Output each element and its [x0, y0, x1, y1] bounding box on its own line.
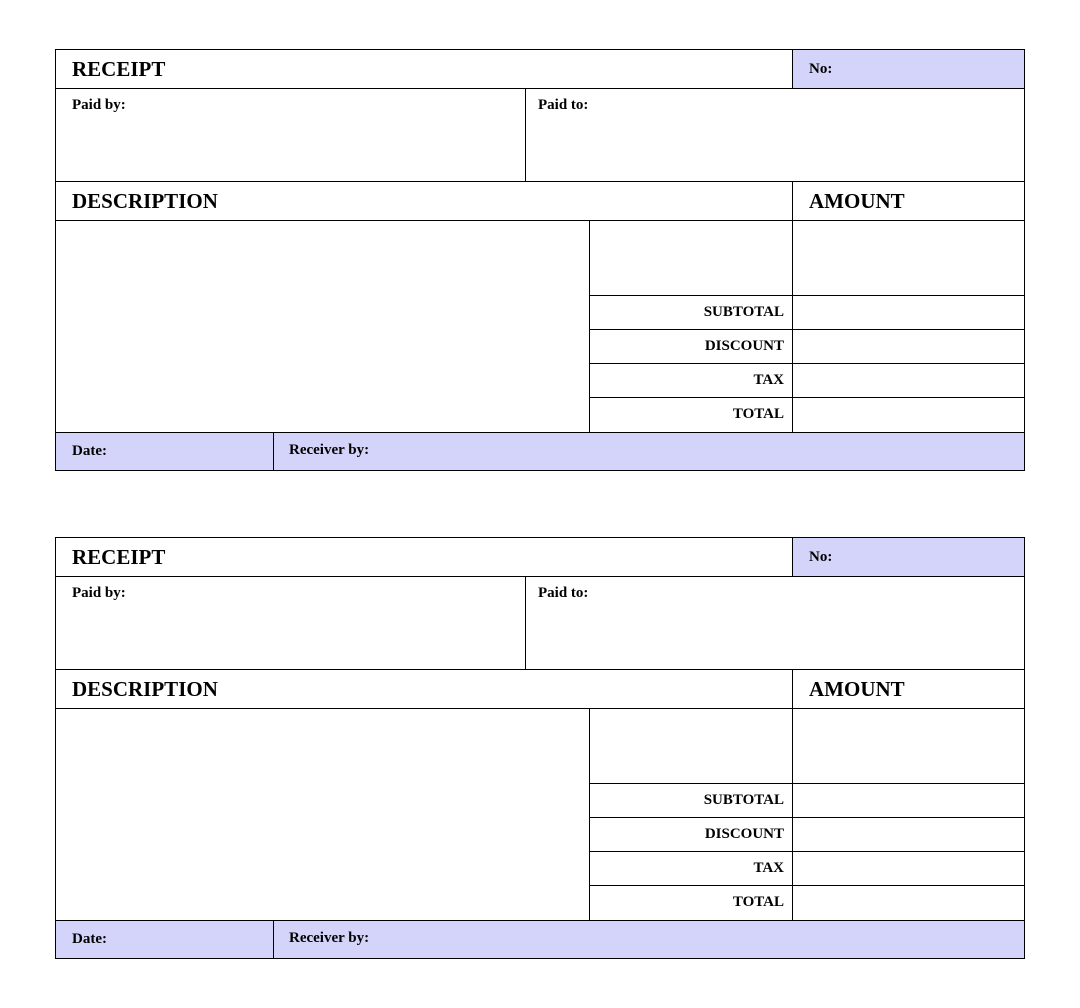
paid-by-field[interactable] — [55, 576, 526, 670]
receipt-number-label: No: — [809, 549, 833, 565]
discount-label-cell — [589, 817, 793, 852]
amount-header-cell — [792, 181, 1025, 221]
paid-to-label: Paid to: — [538, 97, 589, 113]
receiver-field[interactable] — [273, 432, 1025, 471]
description-header: DESCRIPTION — [72, 677, 218, 701]
description-field[interactable] — [55, 708, 590, 921]
amount-header: AMOUNT — [809, 677, 905, 701]
subtotal-field[interactable] — [792, 783, 1025, 818]
tax-label-cell — [589, 851, 793, 886]
tax-field[interactable] — [792, 851, 1025, 886]
discount-label: DISCOUNT — [704, 826, 784, 842]
discount-field[interactable] — [792, 817, 1025, 852]
receipt-number-cell[interactable] — [792, 49, 1025, 89]
tax-label: TAX — [753, 372, 784, 388]
total-field[interactable] — [792, 397, 1025, 433]
tax-field[interactable] — [792, 363, 1025, 398]
item-label-cell — [589, 220, 793, 296]
paid-by-label: Paid by: — [72, 97, 126, 113]
discount-field[interactable] — [792, 329, 1025, 364]
receipt-number-label: No: — [809, 61, 833, 77]
description-header-cell — [55, 669, 793, 709]
item-label-cell — [589, 708, 793, 784]
receipt-form-2 — [55, 537, 1025, 959]
receipt-title-cell — [55, 49, 793, 89]
receiver-label: Receiver by: — [289, 442, 370, 458]
total-label-cell — [589, 885, 793, 921]
subtotal-field[interactable] — [792, 295, 1025, 330]
date-field[interactable] — [55, 432, 274, 471]
subtotal-label-cell — [589, 783, 793, 818]
discount-label-cell — [589, 329, 793, 364]
tax-label: TAX — [753, 860, 784, 876]
amount-header: AMOUNT — [809, 189, 905, 213]
receipt-title: RECEIPT — [72, 57, 166, 81]
subtotal-label-cell — [589, 295, 793, 330]
receiver-field[interactable] — [273, 920, 1025, 959]
paid-to-label: Paid to: — [538, 585, 589, 601]
total-field[interactable] — [792, 885, 1025, 921]
paid-by-field[interactable] — [55, 88, 526, 182]
subtotal-label: SUBTOTAL — [703, 304, 784, 320]
receipt-title: RECEIPT — [72, 545, 166, 569]
paid-to-field[interactable] — [525, 88, 1025, 182]
receiver-label: Receiver by: — [289, 930, 370, 946]
subtotal-label: SUBTOTAL — [703, 792, 784, 808]
tax-label-cell — [589, 363, 793, 398]
paid-to-field[interactable] — [525, 576, 1025, 670]
item-amount-field[interactable] — [792, 220, 1025, 296]
date-field[interactable] — [55, 920, 274, 959]
date-label: Date: — [72, 443, 107, 459]
description-header: DESCRIPTION — [72, 189, 218, 213]
description-field[interactable] — [55, 220, 590, 433]
total-label-cell — [589, 397, 793, 433]
paid-by-label: Paid by: — [72, 585, 126, 601]
total-label: TOTAL — [732, 894, 784, 910]
description-header-cell — [55, 181, 793, 221]
receipt-number-cell[interactable] — [792, 537, 1025, 577]
item-amount-field[interactable] — [792, 708, 1025, 784]
date-label: Date: — [72, 931, 107, 947]
receipt-form-1 — [55, 49, 1025, 471]
total-label: TOTAL — [732, 406, 784, 422]
amount-header-cell — [792, 669, 1025, 709]
discount-label: DISCOUNT — [704, 338, 784, 354]
receipt-title-cell — [55, 537, 793, 577]
